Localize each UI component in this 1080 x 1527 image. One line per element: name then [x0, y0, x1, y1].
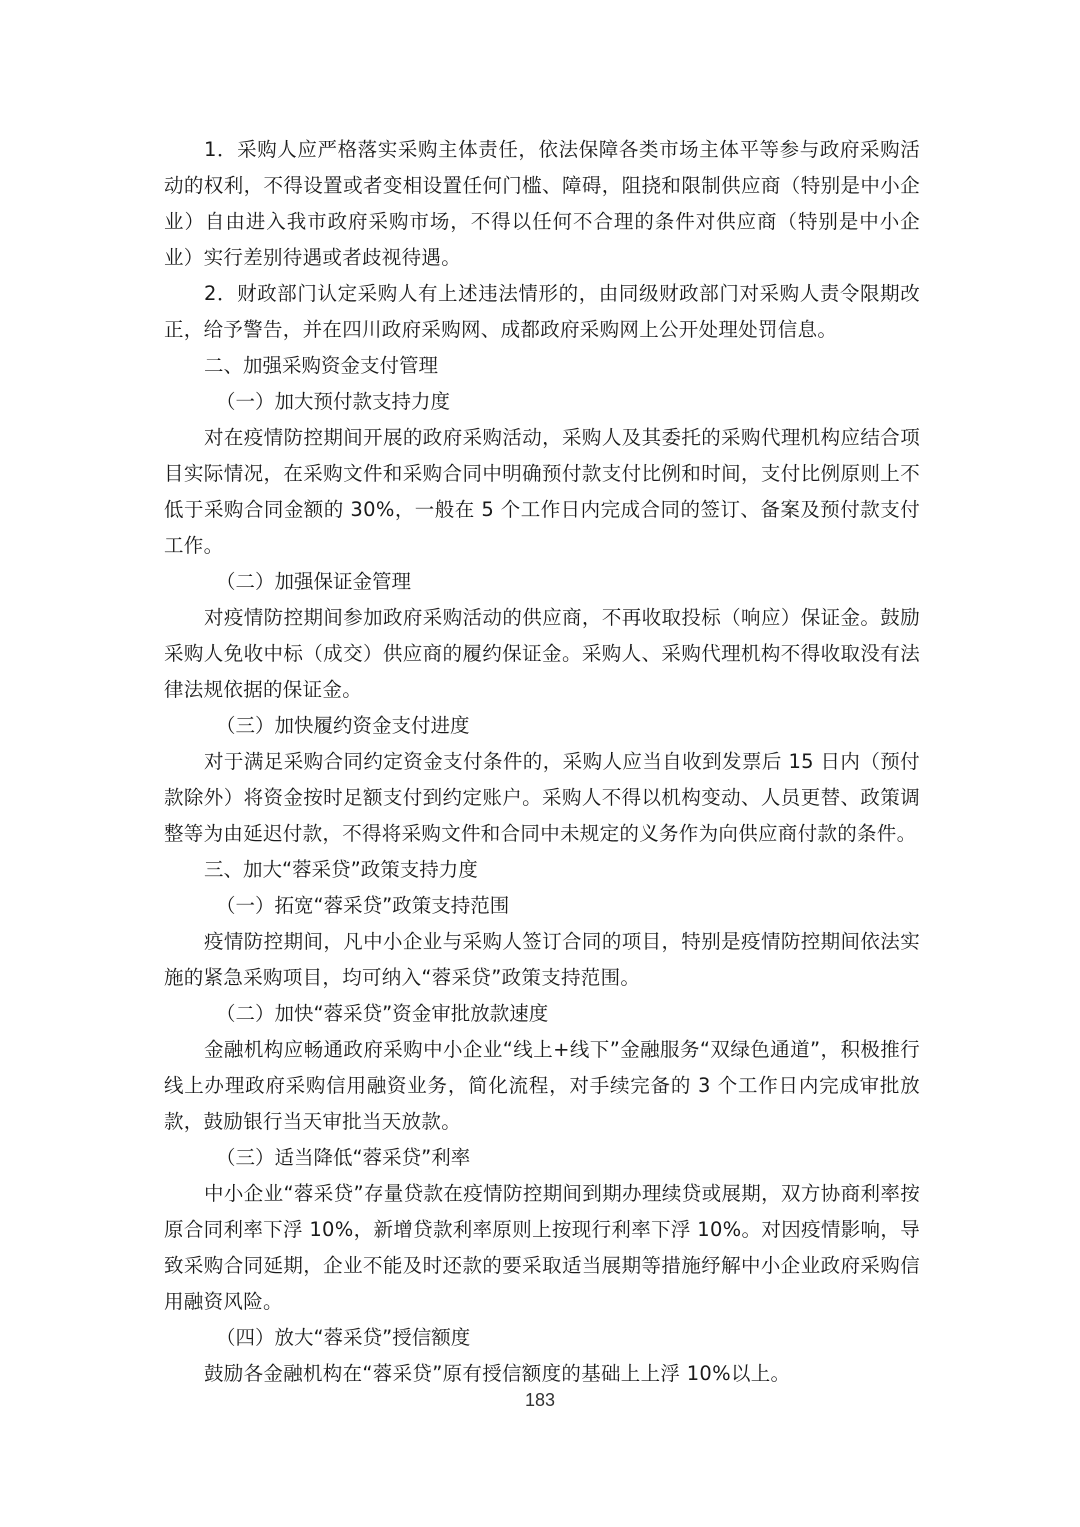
paragraph-2: 2．财政部门认定采购人有上述违法情形的，由同级财政部门对采购人责令限期改正，给予警告，并在四川政府采购网、成都政府采购网上公开处理处罚信息。	[164, 282, 920, 341]
subheading-3-4: （四）放大“蓉采贷”授信额度	[216, 1326, 471, 1349]
paragraph-4: 对疫情防控期间参加政府采购活动的供应商，不再收取投标（响应）保证金。鼓励采购人免收中标（成交）供应商的履约保证金。采购人、采购代理机构不得收取没有法律法规依据的保证金。	[164, 606, 920, 701]
paragraph-8: 中小企业“蓉采贷”存量贷款在疫情防控期间到期办理续贷或展期，双方协商利率按原合同利率下浮 10%，新增贷款利率原则上按现行利率下浮 10%。对因疫情影响，导致采购合同延期，企业不能及时还款的要采取适当展期等措施纾解中小企业政府采购信用融资风险。	[164, 1182, 920, 1313]
subheading-2-3: （三）加快履约资金支付进度	[216, 714, 470, 737]
page-number: 183	[524, 1390, 556, 1410]
paragraph-6: 疫情防控期间，凡中小企业与采购人签订合同的项目，特别是疫情防控期间依法实施的紧急采购项目，均可纳入“蓉采贷”政策支持范围。	[164, 930, 920, 989]
paragraph-3: 对在疫情防控期间开展的政府采购活动，采购人及其委托的采购代理机构应结合项目实际情况，在采购文件和采购合同中明确预付款支付比例和时间，支付比例原则上不低于采购合同金额的 30%，一般在 5 个工作日内完成合同的签订、备案及预付款支付工作。	[164, 426, 920, 557]
subheading-2-1: （一）加大预付款支持力度	[216, 390, 451, 413]
subheading-3-3: （三）适当降低“蓉采贷”利率	[216, 1146, 471, 1169]
paragraph-5: 对于满足采购合同约定资金支付条件的，采购人应当自收到发票后 15 日内（预付款除外）将资金按时足额支付到约定账户。采购人不得以机构变动、人员更替、政策调整等为由延迟付款，不得将采购文件和合同中未规定的义务作为向供应商付款的条件。	[164, 750, 920, 845]
paragraph-7: 金融机构应畅通政府采购中小企业“线上+线下”金融服务“双绿色通道”，积极推行线上办理政府采购信用融资业务，简化流程，对手续完备的 3 个工作日内完成审批放款，鼓励银行当天审批当天放款。	[164, 1038, 920, 1133]
section-heading-2: 二、加强采购资金支付管理	[204, 354, 439, 377]
subheading-3-1: （一）拓宽“蓉采贷”政策支持范围	[216, 894, 510, 917]
section-heading-3: 三、加大“蓉采贷”政策支持力度	[204, 858, 478, 881]
subheading-3-2: （二）加快“蓉采贷”资金审批放款速度	[216, 1002, 549, 1025]
subheading-2-2: （二）加强保证金管理	[216, 570, 412, 593]
body-text	[164, 132, 920, 1392]
paragraph-1: 1．采购人应严格落实采购主体责任，依法保障各类市场主体平等参与政府采购活动的权利，不得设置或者变相设置任何门槛、障碍，阻挠和限制供应商（特别是中小企业）自由进入我市政府采购市场，不得以任何不合理的条件对供应商（特别是中小企业）实行差别待遇或者歧视待遇。	[164, 138, 920, 269]
paragraph-9: 鼓励各金融机构在“蓉采贷”原有授信额度的基础上上浮 10%以上。	[204, 1362, 791, 1385]
